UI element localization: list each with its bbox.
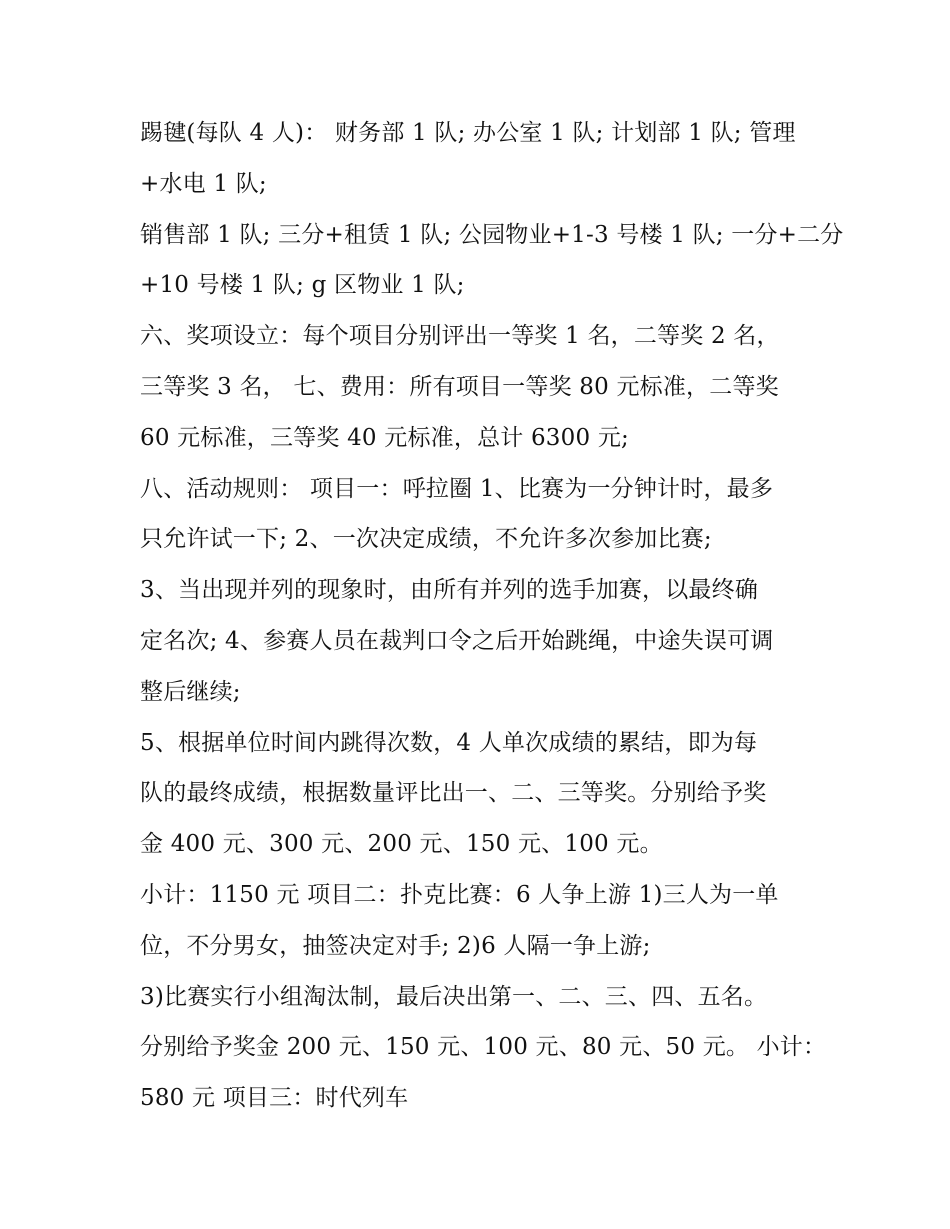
text-line-3: 销售部 1 队; 三分+租赁 1 队; 公园物业+1-3 号楼 1 队; 一分+二分 bbox=[140, 221, 844, 248]
document-body bbox=[140, 108, 844, 1124]
text-line-1: 踢毽(每队 4 人)： 财务部 1 队; 办公室 1 队; 计划部 1 队; 管理 bbox=[140, 120, 796, 146]
text-line-7: 60 元标准，三等奖 40 元标准，总计 6300 元; bbox=[140, 424, 629, 451]
text-line-4: +10 号楼 1 队; g 区物业 1 队; bbox=[140, 272, 465, 299]
text-line-19: 分别给予奖金 200 元、150 元、100 元、80 元、50 元。 小计： bbox=[140, 1034, 827, 1061]
text-line-10: 3、当出现并列的现象时，由所有并列的选手加赛，以最终确 bbox=[140, 577, 759, 604]
text-line-18: 3)比赛实行小组淘汰制，最后决出第一、二、三、四、五名。 bbox=[140, 983, 768, 1010]
text-line-15: 金 400 元、300 元、200 元、150 元、100 元。 bbox=[140, 831, 663, 858]
text-line-16: 小计：1150 元 项目二：扑克比赛：6 人争上游 1)三人为一单 bbox=[140, 881, 779, 908]
text-line-6: 三等奖 3 名， 七、费用：所有项目一等奖 80 元标准，二等奖 bbox=[140, 373, 779, 400]
text-line-2: +水电 1 队; bbox=[140, 170, 267, 197]
text-line-5: 六、奖项设立：每个项目分别评出一等奖 1 名，二等奖 2 名， bbox=[140, 323, 780, 350]
text-line-8: 八、活动规则： 项目一：呼拉圈 1、比赛为一分钟计时，最多 bbox=[140, 475, 774, 502]
text-line-17: 位，不分男女，抽签决定对手; 2)6 人隔一争上游; bbox=[140, 932, 651, 959]
text-line-12: 整后继续; bbox=[140, 678, 241, 705]
text-line-11: 定名次; 4、参赛人员在裁判口令之后开始跳绳，中途失误可调 bbox=[140, 627, 774, 654]
text-line-14: 队的最终成绩，根据数量评比出一、二、三等奖。分别给予奖 bbox=[140, 780, 767, 807]
text-line-13: 5、根据单位时间内跳得次数，4 人单次成绩的累结，即为每 bbox=[140, 729, 758, 756]
text-line-9: 只允许试一下; 2、一次决定成绩，不允许多次参加比赛; bbox=[140, 526, 712, 553]
text-line-20: 580 元 项目三：时代列车 bbox=[140, 1085, 409, 1112]
